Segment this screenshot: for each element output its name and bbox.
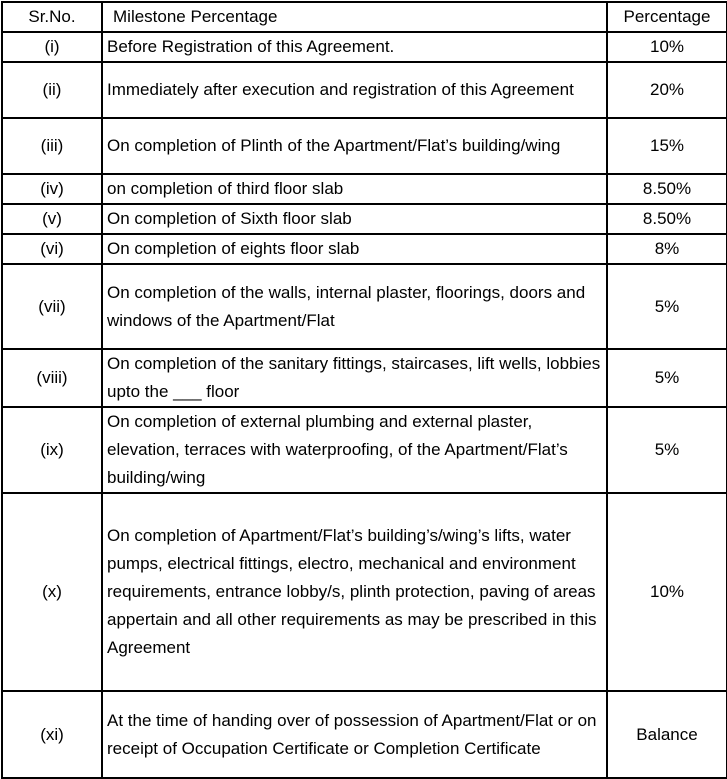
row-milestone: On completion of external plumbing and external plaster, elevation, terraces with waterproofing, of the Apartment/Flat’s building/wing [102,407,607,493]
table-row [2,32,727,62]
row-sr-no: (x) [2,493,102,691]
row-milestone: On completion of Plinth of the Apartment/Flat’s building/wing [102,118,607,174]
header-sr-no: Sr.No. [2,2,102,32]
table-row [2,174,727,204]
row-percentage: 20% [607,62,727,118]
row-percentage: 10% [607,493,727,691]
row-sr-no: (iii) [2,118,102,174]
table-row [2,407,727,493]
row-percentage: 5% [607,264,727,349]
table-row [2,493,727,691]
row-milestone: On completion of the walls, internal plaster, floorings, doors and windows of the Apartment/Flat [102,264,607,349]
row-milestone: On completion of the sanitary fittings, staircases, lift wells, lobbies upto the ___ floor [102,349,607,407]
table-row [2,349,727,407]
row-sr-no: (vi) [2,234,102,264]
milestone-table [1,1,727,779]
table-row [2,204,727,234]
row-percentage: 8.50% [607,204,727,234]
row-percentage: 5% [607,349,727,407]
row-percentage: 10% [607,32,727,62]
row-milestone: Immediately after execution and registration of this Agreement [102,62,607,118]
row-sr-no: (xi) [2,691,102,778]
row-percentage: 8% [607,234,727,264]
row-sr-no: (ii) [2,62,102,118]
row-milestone: on completion of third floor slab [102,174,607,204]
row-sr-no: (vii) [2,264,102,349]
row-milestone: On completion of Sixth floor slab [102,204,607,234]
table-header-row [2,2,727,32]
table-row [2,264,727,349]
row-sr-no: (viii) [2,349,102,407]
row-percentage: Balance [607,691,727,778]
row-percentage: 5% [607,407,727,493]
row-milestone: On completion of eights floor slab [102,234,607,264]
row-sr-no: (v) [2,204,102,234]
row-milestone: At the time of handing over of possession of Apartment/Flat or on receipt of Occupation Certificate or Completion Certificate [102,691,607,778]
row-milestone: Before Registration of this Agreement. [102,32,607,62]
table-row [2,691,727,778]
table-row [2,118,727,174]
row-percentage: 15% [607,118,727,174]
table-row [2,234,727,264]
header-percentage: Percentage [607,2,727,32]
row-milestone: On completion of Apartment/Flat’s building’s/wing’s lifts, water pumps, electrical fittings, electro, mechanical and environment requirements, entrance lobby/s, plinth protection, paving of areas appertain and all other requirements as may be prescribed in this Agreement [102,493,607,691]
header-milestone: Milestone Percentage [102,2,607,32]
table-row [2,62,727,118]
row-sr-no: (iv) [2,174,102,204]
row-sr-no: (i) [2,32,102,62]
row-percentage: 8.50% [607,174,727,204]
row-sr-no: (ix) [2,407,102,493]
